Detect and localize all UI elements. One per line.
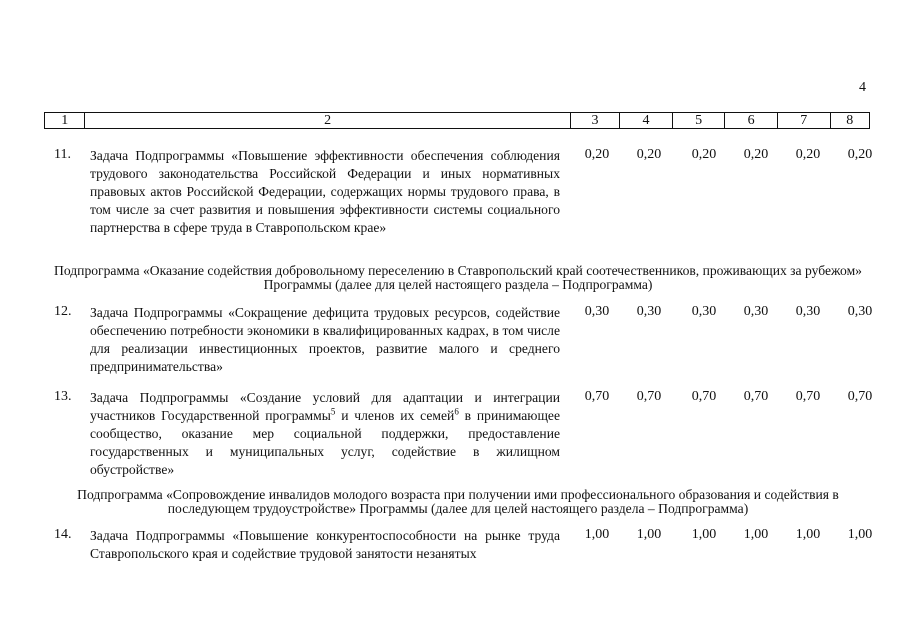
value-col-6: 0,30 bbox=[743, 304, 769, 319]
value-col-4: 0,30 bbox=[636, 304, 662, 319]
page-number: 4 bbox=[859, 80, 866, 95]
row-number: 12. bbox=[54, 304, 72, 319]
value-col-8: 0,20 bbox=[847, 147, 873, 162]
column-header-2: 2 bbox=[85, 113, 570, 129]
value-col-7: 0,70 bbox=[795, 389, 821, 404]
task-text-part-2: и членов их семей bbox=[335, 408, 455, 423]
value-col-8: 0,70 bbox=[847, 389, 873, 404]
task-text: Задача Подпрограммы «Повышение эффективности обеспечения соблюдения трудового законодательства Российской Федерации и иных нормативных правовых актов Российской Федерации, содержащих нормы трудового права, в том числе за счет развития и повышения эффективности системы социального партнерства в сфере труда в Ставропольском крае» bbox=[90, 148, 560, 235]
task-text: Задача Подпрограммы «Сокращение дефицита трудовых ресурсов, содействие обеспечению потребности экономики в квалифицированных кадрах, в том числе для реализации инвестиционных проектов, развитие малого и среднего предпринимательства» bbox=[90, 305, 560, 374]
value-col-7: 0,30 bbox=[795, 304, 821, 319]
column-header-6: 6 bbox=[725, 113, 778, 129]
value-col-8: 1,00 bbox=[847, 527, 873, 542]
value-col-8: 0,30 bbox=[847, 304, 873, 319]
column-header-table bbox=[44, 112, 870, 129]
subprogram-heading-2: Подпрограмма «Сопровождение инвалидов молодого возраста при получении ими профессионального образования и содействия в последующем трудоустройстве» Программы (далее для целей настоящего раздела – Подпрограмма) bbox=[77, 487, 839, 516]
value-col-5: 0,20 bbox=[691, 147, 717, 162]
row-values bbox=[571, 389, 871, 407]
value-col-4: 0,20 bbox=[636, 147, 662, 162]
footnote-6: 6 bbox=[454, 406, 459, 417]
value-col-7: 1,00 bbox=[795, 527, 821, 542]
column-header-row bbox=[45, 113, 870, 129]
subprogram-heading-1: Подпрограмма «Оказание содействия добровольному переселению в Ставропольский край соотечественников, проживающих за рубежом» Программы (далее для целей настоящего раздела – Подпрограмма) bbox=[54, 263, 862, 292]
row-number: 13. bbox=[54, 389, 72, 404]
value-col-3: 1,00 bbox=[584, 527, 610, 542]
value-col-4: 0,70 bbox=[636, 389, 662, 404]
task-text bbox=[90, 389, 560, 479]
value-col-5: 0,30 bbox=[691, 304, 717, 319]
value-col-5: 0,70 bbox=[691, 389, 717, 404]
value-col-5: 1,00 bbox=[691, 527, 717, 542]
value-col-7: 0,20 bbox=[795, 147, 821, 162]
value-col-3: 0,20 bbox=[584, 147, 610, 162]
value-col-6: 0,20 bbox=[743, 147, 769, 162]
task-text-part-3: в принимающее сообщество, оказание мер социальной поддержки, предоставление государственных и муниципальных услуг, содействие в жилищном обустройстве» bbox=[90, 408, 560, 477]
value-col-4: 1,00 bbox=[636, 527, 662, 542]
value-col-6: 1,00 bbox=[743, 527, 769, 542]
task-text-part-1: Задача Подпрограммы «Создание условий для адаптации и интеграции участников Государственной программы bbox=[90, 390, 560, 423]
row-values bbox=[571, 304, 871, 322]
value-col-3: 0,30 bbox=[584, 304, 610, 319]
column-header-7: 7 bbox=[777, 113, 830, 129]
row-number: 14. bbox=[54, 527, 72, 542]
row-number: 11. bbox=[54, 147, 71, 162]
column-header-8: 8 bbox=[830, 113, 870, 129]
value-col-3: 0,70 bbox=[584, 389, 610, 404]
footnote-5: 5 bbox=[330, 406, 336, 417]
row-values bbox=[571, 527, 871, 545]
column-header-5: 5 bbox=[672, 113, 725, 129]
task-text: Задача Подпрограммы «Повышение конкурентоспособности на рынке труда Ставропольского края и содействие трудовой занятости незанятых bbox=[90, 528, 560, 561]
value-col-6: 0,70 bbox=[743, 389, 769, 404]
column-header-3: 3 bbox=[570, 113, 620, 129]
row-values bbox=[571, 147, 871, 165]
column-header-1: 1 bbox=[45, 113, 85, 129]
column-header-4: 4 bbox=[620, 113, 673, 129]
